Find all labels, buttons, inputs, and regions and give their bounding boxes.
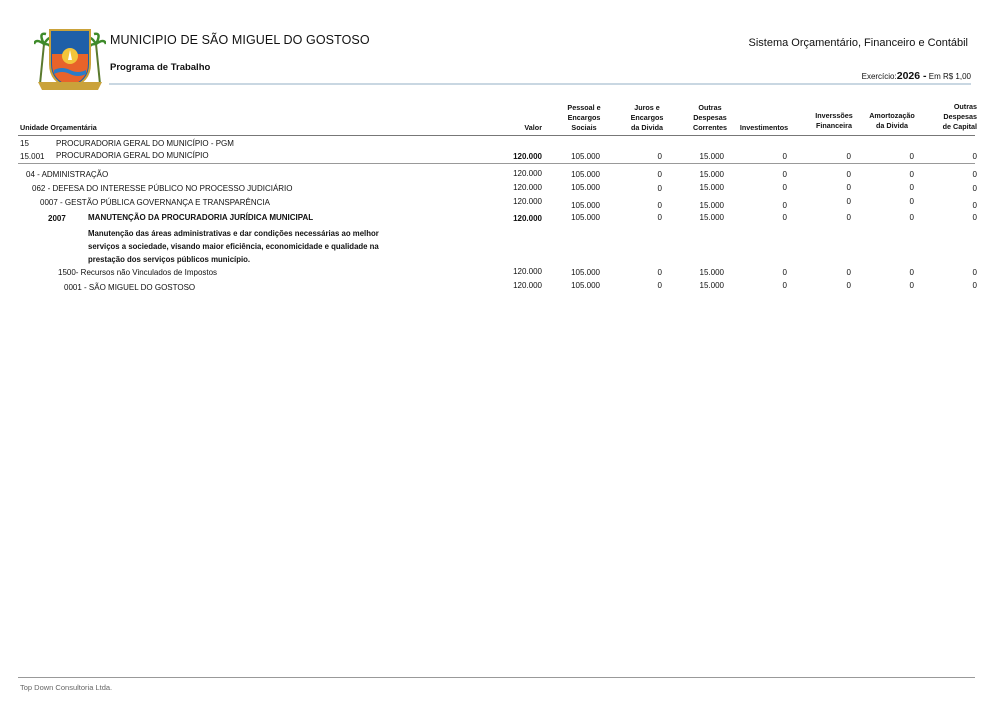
row-pessoal: 105.000 <box>571 152 600 161</box>
row-inversoes: 0 <box>846 183 851 192</box>
row-pessoal: 105.000 <box>571 183 600 192</box>
col-unit-header: Unidade Orçamentária <box>20 123 97 132</box>
col-pessoal-header: Pessoal e Encargos Sociais <box>567 103 601 132</box>
col-investimentos-header: Investimentos <box>739 123 789 132</box>
row-amortizacao: 0 <box>909 170 914 179</box>
row-code: 15.001 <box>20 152 45 161</box>
row-outras-correntes: 15.000 <box>699 213 724 222</box>
row-juros: 0 <box>657 184 662 193</box>
system-name: Sistema Orçamentário, Financeiro e Contábil <box>748 37 968 49</box>
row-investimentos: 0 <box>782 281 787 290</box>
row-label: 1500- Recursos não Vinculados de Impostos <box>58 268 218 277</box>
row-label: 0007 - GESTÃO PÚBLICA GOVERNANÇA E TRANSPARÊNCIA <box>40 198 270 207</box>
row-outras-capital: 0 <box>972 213 977 222</box>
row-outras-capital: 0 <box>972 268 977 277</box>
exercise-label: Exercício: <box>861 72 897 81</box>
row-pessoal: 105.000 <box>571 213 600 222</box>
row-valor: 120.000 <box>513 169 542 178</box>
municipal-coat-of-arms-icon <box>34 24 106 92</box>
row-valor: 120.000 <box>513 197 542 206</box>
row-outras-correntes: 15.000 <box>699 170 724 179</box>
row-juros: 0 <box>657 152 662 161</box>
header-divider <box>109 83 971 85</box>
col-outras-capital-header: Outras Despesas de Capital <box>942 102 977 131</box>
row-juros: 0 <box>657 281 662 290</box>
row-amortizacao: 0 <box>909 281 914 290</box>
row-outras-correntes: 15.000 <box>699 281 724 290</box>
col-inversoes-header: Inverssões Financeira <box>815 111 853 130</box>
unit-rule <box>18 163 975 164</box>
row-amortizacao: 0 <box>909 213 914 222</box>
row-outras-correntes: 15.000 <box>699 183 724 192</box>
exercise-info <box>862 70 971 82</box>
footer-company: Top Down Consultoria Ltda. <box>20 683 113 692</box>
row-inversoes: 0 <box>846 197 851 206</box>
row-investimentos: 0 <box>782 183 787 192</box>
table-header-rule <box>18 135 975 136</box>
row-pessoal: 105.000 <box>571 268 600 277</box>
row-outras-capital: 0 <box>972 184 977 193</box>
row-label: 0001 - SÃO MIGUEL DO GOSTOSO <box>64 283 196 292</box>
row-inversoes: 0 <box>846 213 851 222</box>
col-amortizacao-header: Amortozação da Divida <box>869 111 915 130</box>
row-outras-correntes: 15.000 <box>699 152 724 161</box>
col-valor-header: Valor <box>524 123 542 132</box>
row-label: 062 - DEFESA DO INTERESSE PÚBLICO NO PROCESSO JUDICIÁRIO <box>32 184 293 193</box>
row-investimentos: 0 <box>782 268 787 277</box>
exercise-year: 2026 - <box>896 70 927 82</box>
row-outras-capital: 0 <box>972 152 977 161</box>
action-description: Manutenção das áreas administrativas e dar condições necessárias ao melhor serviços a sociedade, visando maior eficiência, economicidade e qualidade na prestação dos serviços públicos município. <box>88 229 379 264</box>
row-inversoes: 0 <box>846 281 851 290</box>
currency-label: Em R$ 1,00 <box>928 72 971 81</box>
row-amortizacao: 0 <box>909 152 914 161</box>
col-juros-header: Juros e Encargos da Divida <box>630 103 664 132</box>
row-valor: 120.000 <box>513 152 542 161</box>
row-inversoes: 0 <box>846 170 851 179</box>
row-juros: 0 <box>657 170 662 179</box>
row-investimentos: 0 <box>782 152 787 161</box>
row-valor: 120.000 <box>513 267 542 276</box>
row-amortizacao: 0 <box>909 268 914 277</box>
row-valor: 120.000 <box>513 281 542 290</box>
row-juros: 0 <box>657 213 662 222</box>
row-code: 2007 <box>48 214 66 223</box>
row-inversoes: 0 <box>846 152 851 161</box>
org-name: PROCURADORIA GERAL DO MUNICÍPIO - PGM <box>56 139 234 148</box>
row-outras-capital: 0 <box>972 281 977 290</box>
municipality-name: MUNICIPIO DE SÃO MIGUEL DO GOSTOSO <box>110 33 370 47</box>
row-valor: 120.000 <box>513 214 542 223</box>
row-amortizacao: 0 <box>909 197 914 206</box>
row-pessoal: 105.000 <box>571 170 600 179</box>
row-pessoal: 105.000 <box>571 201 600 210</box>
row-investimentos: 0 <box>782 201 787 210</box>
row-investimentos: 0 <box>782 213 787 222</box>
row-juros: 0 <box>657 201 662 210</box>
row-outras-correntes: 15.000 <box>699 268 724 277</box>
report-title: Programa de Trabalho <box>110 62 211 73</box>
footer-divider <box>18 677 975 678</box>
row-investimentos: 0 <box>782 170 787 179</box>
row-outras-capital: 0 <box>972 170 977 179</box>
col-outras-correntes-header: Outras Despesas Correntes <box>693 103 727 132</box>
row-inversoes: 0 <box>846 268 851 277</box>
row-pessoal: 105.000 <box>571 281 600 290</box>
row-outras-capital: 0 <box>972 201 977 210</box>
row-juros: 0 <box>657 268 662 277</box>
row-label: PROCURADORIA GERAL DO MUNICÍPIO <box>56 151 209 160</box>
row-outras-correntes: 15.000 <box>699 201 724 210</box>
row-label: 04 - ADMINISTRAÇÃO <box>26 170 109 179</box>
row-amortizacao: 0 <box>909 183 914 192</box>
row-label: MANUTENÇÃO DA PROCURADORIA JURÍDICA MUNICIPAL <box>88 213 314 222</box>
org-code: 15 <box>20 139 29 148</box>
row-valor: 120.000 <box>513 183 542 192</box>
